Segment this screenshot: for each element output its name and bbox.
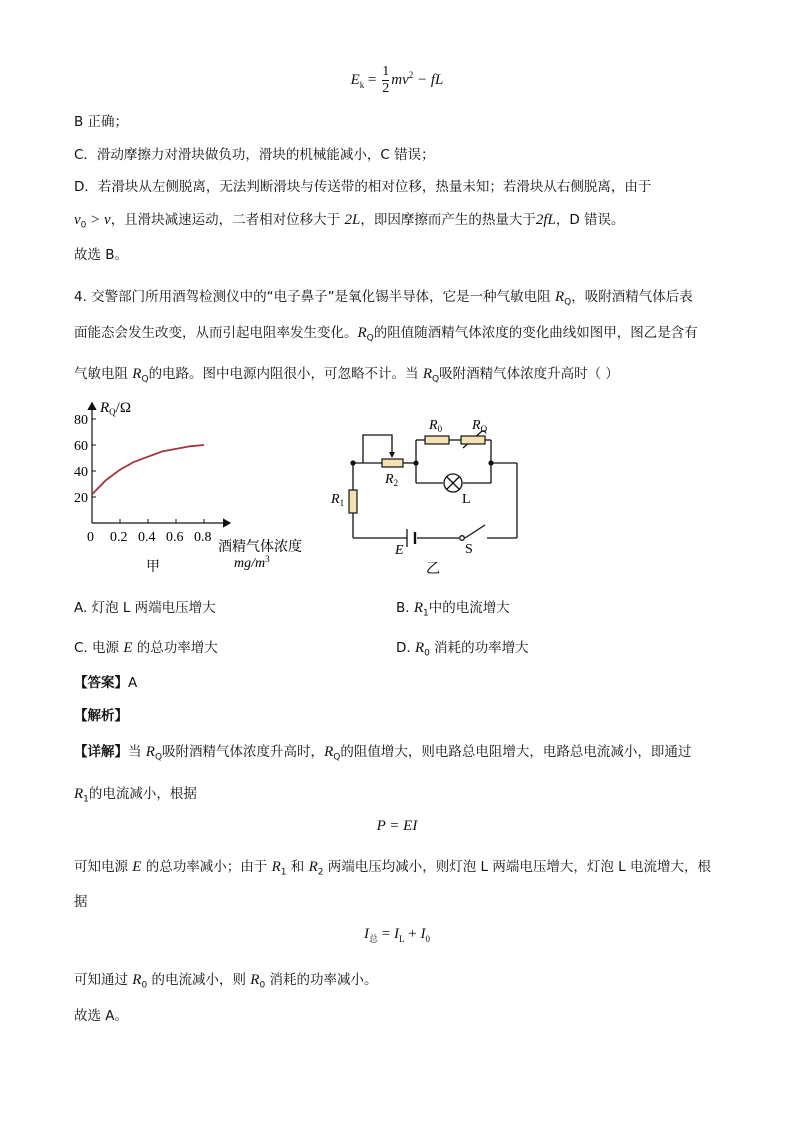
x-axis-unit: $mg/m^3$ bbox=[234, 554, 270, 571]
formula-kinetic-energy: $E_k$ = $\frac{1}{2}$ $mv^2$ − fL bbox=[350, 64, 444, 96]
detail-line-2: $R_1$的电流减小，根据 bbox=[74, 786, 197, 805]
y-tick-label: 80 bbox=[74, 413, 88, 428]
resistor-r0 bbox=[425, 436, 449, 444]
detail-line-6: 故选 A。 bbox=[74, 1008, 129, 1024]
x-tick-label: 0.6 bbox=[166, 530, 184, 545]
x-tick-label: 0 bbox=[87, 530, 94, 545]
label-switch: S bbox=[465, 542, 473, 557]
question-line-2: 面能态会发生改变，从而引起电阻率发生变化。$R_Q$的阻值随酒精气体浓度的变化曲线如图甲，图乙是含有 bbox=[74, 325, 698, 344]
y-tick-label: 40 bbox=[74, 465, 88, 480]
option-c: C. 电源 E 的总功率增大 bbox=[74, 640, 218, 656]
detail-line-3: 可知电源 E 的总功率减小；由于 $R_1$ 和 $R_2$ 两端电压均减小，则灯泡 L 两端电压增大，灯泡 L 电流增大，根 bbox=[74, 859, 711, 878]
graph-caption: 甲 bbox=[146, 560, 160, 575]
y-axis-label: $R_Q/\Omega$ bbox=[100, 400, 131, 417]
detail-line-1: 【详解】当 $R_Q$吸附酒精气体浓度升高时，$R_Q$的阻值增大，则电路总电阻增大，电路总电流减小，即通过 bbox=[74, 744, 692, 763]
x-tick-label: 0.2 bbox=[110, 530, 128, 545]
detail-line-5: 可知通过 $R_0$ 的电流减小，则 $R_0$ 消耗的功率减小。 bbox=[74, 972, 378, 991]
line-c: C．滑动摩擦力对滑块做负功，滑块的机械能减小，C 错误； bbox=[74, 147, 435, 163]
x-tick-label: 0.4 bbox=[138, 530, 156, 545]
detail-line-4: 据 bbox=[74, 894, 88, 910]
circuit-caption: 乙 bbox=[426, 562, 440, 577]
formula-power: P = EI bbox=[376, 818, 418, 834]
label-lamp: L bbox=[462, 492, 471, 507]
resistor-r1 bbox=[349, 490, 357, 513]
label-r0: $R_0$ bbox=[429, 418, 443, 434]
y-tick-label: 60 bbox=[74, 439, 88, 454]
resistor-rq bbox=[461, 436, 485, 444]
label-source: E bbox=[395, 543, 404, 558]
line-d-1: D．若滑块从左侧脱离，无法判断滑块与传送带的相对位移，热量未知；若滑块从右侧脱离，由于 bbox=[74, 179, 652, 195]
resistance-concentration-graph bbox=[70, 395, 330, 580]
option-a: A. 灯泡 L 两端电压增大 bbox=[74, 600, 216, 616]
option-b: B. $R_1$中的电流增大 bbox=[396, 600, 510, 619]
line-d-2: $v_0 > v$，且滑块减速运动，二者相对位移大于 2L，即因摩擦而产生的热量大于2fL，D 错误。 bbox=[74, 212, 625, 231]
resistor-r2 bbox=[382, 459, 403, 467]
label-r1: $R_1$ bbox=[331, 492, 345, 508]
x-axis-label: 酒精气体浓度 bbox=[218, 540, 302, 555]
circuit-diagram bbox=[325, 405, 535, 580]
question-line-3: 气敏电阻 $R_Q$的电路。图中电源内阻很小，可忽略不计。当 $R_Q$吸附酒精气体浓度升高时（ ） bbox=[74, 366, 619, 385]
label-r2: $R_2$ bbox=[385, 472, 399, 488]
analysis-label: 【解析】 bbox=[74, 708, 128, 724]
y-tick-label: 20 bbox=[74, 491, 88, 506]
label-rq: $R_Q$ bbox=[472, 418, 488, 434]
line-b-correct: B 正确； bbox=[74, 114, 129, 130]
answer-line: 【答案】A bbox=[74, 675, 138, 691]
x-tick-label: 0.8 bbox=[194, 530, 212, 545]
line-choose-b: 故选 B。 bbox=[74, 247, 129, 263]
formula-current: $I_总 = I_L + I_0$ bbox=[364, 926, 430, 944]
question-line-1: 4. 交警部门所用酒驾检测仪中的“电子鼻子”是氧化锡半导体，它是一种气敏电阻 $R_Q$，吸附酒精气体后表 bbox=[74, 289, 693, 308]
resistance-curve bbox=[92, 445, 204, 494]
option-d: D. $R_0$ 消耗的功率增大 bbox=[396, 640, 529, 659]
